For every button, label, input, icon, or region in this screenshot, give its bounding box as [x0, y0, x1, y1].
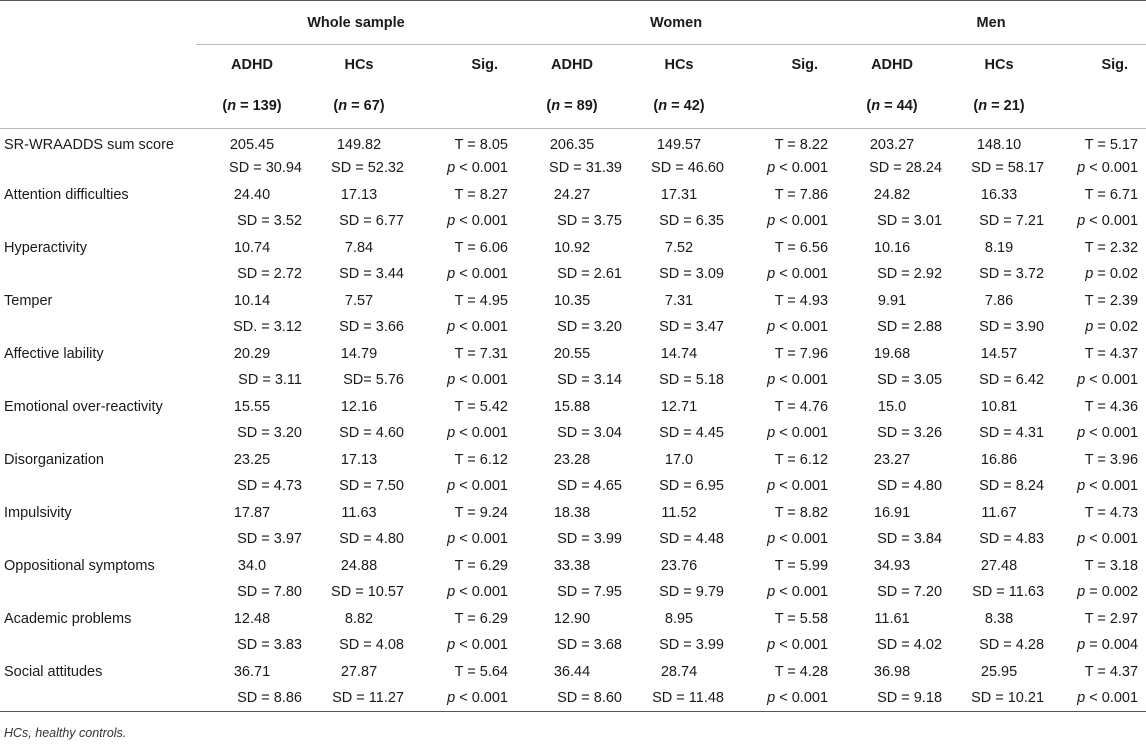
- test-statistic: T = 8.05: [454, 137, 508, 153]
- mean-value: 18.38: [553, 504, 591, 521]
- table-row: [0, 447, 1146, 474]
- table-row: [0, 500, 1146, 527]
- p-value: p = 0.002: [1077, 584, 1139, 601]
- test-statistic: T = 2.39: [1084, 292, 1139, 309]
- sd-value: SD = 4.08: [339, 637, 404, 654]
- sd-value: SD = 3.44: [339, 266, 404, 283]
- footnote: HCs, healthy controls.: [4, 726, 127, 740]
- p-value: p < 0.001: [767, 372, 829, 389]
- p-value: p < 0.001: [767, 531, 829, 548]
- test-statistic: T = 6.56: [774, 239, 829, 256]
- mean-value: 12.90: [553, 610, 591, 627]
- sd-value: SD. = 3.12: [233, 319, 302, 336]
- test-statistic: T = 7.96: [774, 345, 829, 362]
- p-value: p < 0.001: [1077, 478, 1139, 495]
- test-statistic: T = 3.96: [1084, 451, 1139, 468]
- table-row-sd: [0, 473, 1146, 500]
- sd-value: SD = 4.65: [557, 478, 622, 495]
- sd-value: SD = 6.95: [659, 478, 724, 495]
- sd-value: SD = 11.48: [628, 685, 730, 712]
- sd-value: SD = 46.60: [651, 160, 724, 177]
- table-row: [0, 553, 1146, 580]
- mean-value: 10.74: [233, 239, 271, 256]
- sd-value: SD = 3.26: [877, 425, 943, 442]
- mean-value: 7.86: [984, 292, 1014, 309]
- table-row-sd: [0, 208, 1146, 235]
- test-statistic: T = 4.73: [1084, 504, 1139, 521]
- row-label: SR-WRAADDS sum score: [4, 137, 174, 153]
- sd-value: SD = 3.97: [237, 531, 302, 548]
- test-statistic: T = 3.18: [1084, 557, 1139, 574]
- table-row: [0, 659, 1146, 686]
- mean-value: 16.86: [980, 451, 1018, 468]
- test-statistic: T = 4.37: [1084, 345, 1139, 362]
- mean-value: 8.95: [664, 610, 694, 627]
- sd-value: SD = 52.32: [331, 160, 404, 177]
- row-label: Emotional over-reactivity: [4, 398, 163, 415]
- p-value: p < 0.001: [447, 531, 508, 548]
- test-statistic: T = 5.64: [454, 663, 508, 680]
- mean-value: 7.52: [664, 239, 694, 256]
- sd-value: SD = 10.57: [331, 584, 404, 601]
- test-statistic: T = 9.24: [454, 504, 508, 521]
- mean-value: 7.84: [344, 239, 374, 256]
- test-statistic: T = 5.99: [774, 557, 829, 574]
- p-value: p < 0.001: [1050, 685, 1146, 712]
- mean-value: 28.74: [660, 663, 698, 680]
- sd-value: SD = 3.72: [979, 266, 1045, 283]
- n-label-men-hc: (n = 21): [948, 85, 1050, 129]
- sd-value: SD = 3.90: [979, 319, 1045, 336]
- sd-value: SD = 3.01: [877, 213, 943, 230]
- table-row: [0, 182, 1146, 209]
- test-statistic: T = 4.93: [774, 292, 829, 309]
- col-header-adhd: ADHD: [871, 56, 913, 73]
- p-value: p = 0.02: [1085, 319, 1139, 336]
- mean-value: 15.55: [233, 398, 271, 415]
- sd-value: SD = 2.61: [557, 266, 622, 283]
- test-statistic: T = 6.12: [454, 451, 508, 468]
- p-value: p < 0.001: [447, 478, 508, 495]
- mean-value: 24.88: [340, 557, 378, 574]
- corner-cell: [0, 1, 196, 45]
- sd-value: SD = 31.39: [549, 160, 622, 177]
- sd-value: SD = 4.45: [659, 425, 724, 442]
- test-statistic: T = 6.06: [454, 239, 508, 256]
- mean-value: 15.88: [553, 398, 591, 415]
- mean-value: 36.44: [553, 663, 591, 680]
- sd-value: SD = 11.27: [308, 685, 410, 712]
- sd-value: SD = 4.02: [877, 637, 943, 654]
- mean-value: 10.14: [233, 292, 271, 309]
- sd-value: SD = 11.63: [972, 584, 1045, 601]
- mean-value: 17.31: [660, 186, 698, 203]
- p-value: p < 0.001: [767, 213, 829, 230]
- table-row: [0, 606, 1146, 633]
- p-value: p < 0.001: [1077, 160, 1139, 177]
- col-header-sig: Sig.: [1101, 56, 1129, 73]
- mean-value: 24.27: [553, 186, 591, 203]
- table-row-sd: [0, 632, 1146, 659]
- col-header-adhd: ADHD: [231, 56, 273, 73]
- table-row-sd: [0, 155, 1146, 182]
- col-header-hcs: HCs: [344, 56, 374, 73]
- test-statistic: T = 4.76: [774, 398, 829, 415]
- sd-value: SD = 8.24: [979, 478, 1045, 495]
- sd-value: SD = 2.72: [237, 266, 302, 283]
- p-value: p < 0.001: [767, 637, 829, 654]
- row-label: Attention difficulties: [4, 186, 129, 203]
- sd-value: SD = 3.84: [877, 531, 943, 548]
- table-row: [0, 235, 1146, 262]
- sd-value: SD = 6.35: [659, 213, 724, 230]
- sd-value: SD = 2.92: [877, 266, 943, 283]
- sd-value: SD = 9.79: [659, 584, 724, 601]
- mean-value: 7.31: [664, 292, 694, 309]
- mean-value: 11.63: [341, 504, 377, 521]
- sd-value: SD = 3.09: [659, 266, 724, 283]
- n-label-men-adhd: (n = 44): [836, 85, 948, 129]
- mean-value: 36.98: [873, 663, 911, 680]
- mean-value: 17.0: [664, 451, 694, 468]
- test-statistic: T = 6.71: [1084, 186, 1139, 203]
- mean-value: 14.74: [660, 345, 698, 362]
- mean-value: 23.76: [660, 557, 698, 574]
- sd-value: SD = 3.52: [237, 213, 302, 230]
- test-statistic: T = 4.36: [1084, 398, 1139, 415]
- table-body: [0, 129, 1146, 712]
- test-statistic: T = 5.42: [454, 398, 508, 415]
- sd-value: SD = 3.47: [659, 319, 724, 336]
- p-value: p < 0.001: [730, 685, 836, 712]
- p-value: p < 0.001: [447, 584, 508, 601]
- group-header-women: Women: [516, 1, 836, 45]
- test-statistic: T = 6.29: [454, 557, 508, 574]
- mean-value: 148.10: [976, 137, 1022, 153]
- row-label: Oppositional symptoms: [4, 557, 155, 574]
- mean-value: 23.25: [233, 451, 271, 468]
- table-row-sd: [0, 685, 1146, 712]
- table-row-sd: [0, 579, 1146, 606]
- sd-value: SD = 7.95: [557, 584, 622, 601]
- sd-value: SD = 4.31: [979, 425, 1045, 442]
- sd-value: SD = 3.75: [557, 213, 622, 230]
- row-label: Impulsivity: [4, 504, 72, 521]
- table-row-sd: [0, 526, 1146, 553]
- test-statistic: T = 4.95: [454, 292, 508, 309]
- mean-value: 34.93: [873, 557, 911, 574]
- mean-value: 14.79: [340, 345, 378, 362]
- row-label: Academic problems: [4, 610, 132, 627]
- mean-value: 17.87: [233, 504, 271, 521]
- p-value: p < 0.001: [447, 637, 508, 654]
- mean-value: 11.67: [981, 504, 1017, 521]
- sd-value: SD = 58.17: [971, 160, 1045, 177]
- row-label: Affective lability: [4, 345, 104, 362]
- col-header-hcs: HCs: [664, 56, 694, 73]
- mean-value: 206.35: [549, 137, 595, 153]
- p-value: p < 0.001: [447, 160, 508, 177]
- mean-value: 24.82: [873, 186, 911, 203]
- test-statistic: T = 2.32: [1084, 239, 1139, 256]
- sd-value: SD = 3.66: [339, 319, 404, 336]
- p-value: p < 0.001: [767, 425, 829, 442]
- mean-value: 16.91: [873, 504, 911, 521]
- p-value: p < 0.001: [1077, 425, 1139, 442]
- mean-value: 12.48: [233, 610, 271, 627]
- sd-value: SD = 10.21: [948, 685, 1050, 712]
- mean-value: 8.38: [984, 610, 1014, 627]
- sd-value: SD = 4.48: [659, 531, 724, 548]
- mean-value: 27.48: [980, 557, 1018, 574]
- row-label: Temper: [4, 292, 53, 309]
- sd-value: SD = 4.80: [339, 531, 404, 548]
- mean-value: 10.35: [553, 292, 591, 309]
- sd-value: SD = 7.20: [877, 584, 943, 601]
- p-value: p < 0.001: [410, 685, 516, 712]
- p-value: p < 0.001: [767, 319, 829, 336]
- row-label: Social attitudes: [4, 663, 103, 680]
- p-value: p < 0.001: [447, 319, 508, 336]
- p-value: p < 0.001: [1077, 372, 1139, 389]
- sd-value: SD = 3.99: [659, 637, 724, 654]
- mean-value: 10.81: [980, 398, 1018, 415]
- sd-value: SD = 8.86: [196, 685, 308, 712]
- table-row: [0, 394, 1146, 421]
- p-value: p < 0.001: [767, 584, 829, 601]
- table-row-sd: [0, 420, 1146, 447]
- mean-value: 17.13: [340, 451, 378, 468]
- mean-value: 7.57: [344, 292, 374, 309]
- table-row: [0, 288, 1146, 315]
- sd-value: SD = 30.94: [229, 160, 302, 177]
- mean-value: 17.13: [340, 186, 378, 203]
- mean-value: 27.87: [340, 663, 378, 680]
- sd-value: SD = 3.83: [237, 637, 302, 654]
- test-statistic: T = 5.17: [1084, 137, 1139, 153]
- col-header-sig: Sig.: [791, 56, 819, 73]
- mean-value: 203.27: [869, 137, 915, 153]
- mean-value: 11.52: [661, 504, 697, 521]
- sd-value: SD = 4.28: [979, 637, 1045, 654]
- n-label-women-adhd: (n = 89): [516, 85, 628, 129]
- mean-value: 23.27: [873, 451, 911, 468]
- mean-value: 205.45: [229, 137, 275, 153]
- test-statistic: T = 2.97: [1084, 610, 1139, 627]
- mean-value: 33.38: [553, 557, 591, 574]
- table-row-sd: [0, 261, 1146, 288]
- row-label: Disorganization: [4, 451, 104, 468]
- p-value: p = 0.004: [1077, 637, 1139, 654]
- mean-value: 8.19: [984, 239, 1014, 256]
- n-label-whole-adhd: (n = 139): [196, 85, 308, 129]
- mean-value: 23.28: [553, 451, 591, 468]
- p-value: p < 0.001: [447, 266, 508, 283]
- mean-value: 16.33: [980, 186, 1018, 203]
- mean-value: 10.16: [873, 239, 911, 256]
- sd-value: SD = 4.83: [979, 531, 1045, 548]
- mean-value: 14.57: [980, 345, 1018, 362]
- mean-value: 24.40: [233, 186, 271, 203]
- mean-value: 34.0: [237, 557, 267, 574]
- sd-value: SD = 4.60: [339, 425, 404, 442]
- p-value: p = 0.02: [1085, 266, 1139, 283]
- sd-value: SD = 2.88: [877, 319, 943, 336]
- sd-value: SD= 5.76: [343, 372, 404, 389]
- p-value: p < 0.001: [447, 372, 508, 389]
- p-value: p < 0.001: [1077, 213, 1139, 230]
- p-value: p < 0.001: [447, 425, 508, 442]
- sd-value: SD = 3.11: [238, 372, 302, 389]
- sd-value: SD = 3.05: [877, 372, 943, 389]
- mean-value: 149.57: [656, 137, 702, 153]
- mean-value: 19.68: [873, 345, 911, 362]
- p-value: p < 0.001: [1077, 531, 1139, 548]
- test-statistic: T = 4.37: [1084, 663, 1139, 680]
- row-label: Hyperactivity: [4, 239, 87, 256]
- n-label-women-hc: (n = 42): [628, 85, 730, 129]
- mean-value: 149.82: [336, 137, 382, 153]
- sd-value: SD = 6.77: [339, 213, 404, 230]
- sd-value: SD = 3.20: [237, 425, 302, 442]
- sd-value: SD = 4.73: [237, 478, 302, 495]
- mean-value: 9.91: [877, 292, 907, 309]
- p-value: p < 0.001: [767, 266, 829, 283]
- test-statistic: T = 6.29: [454, 610, 508, 627]
- p-value: p < 0.001: [767, 160, 829, 177]
- sd-value: SD = 7.50: [339, 478, 404, 495]
- sd-value: SD = 28.24: [869, 160, 943, 177]
- group-header-whole: Whole sample: [196, 1, 516, 45]
- sd-value: SD = 8.60: [516, 685, 628, 712]
- group-header-men: Men: [836, 1, 1146, 45]
- p-value: p < 0.001: [767, 478, 829, 495]
- test-statistic: T = 6.12: [774, 451, 829, 468]
- sd-value: SD = 3.68: [557, 637, 622, 654]
- mean-value: 12.71: [660, 398, 698, 415]
- sd-value: SD = 6.42: [979, 372, 1045, 389]
- sd-value: SD = 5.18: [659, 372, 724, 389]
- p-value: p < 0.001: [447, 213, 508, 230]
- mean-value: 11.61: [874, 610, 910, 627]
- table-row: [0, 129, 1146, 156]
- test-statistic: T = 8.82: [774, 504, 829, 521]
- sd-value: SD = 7.80: [237, 584, 302, 601]
- sd-value: SD = 4.80: [877, 478, 943, 495]
- sd-value: SD = 3.20: [557, 319, 622, 336]
- sd-value: SD = 3.04: [557, 425, 622, 442]
- col-header-sig: Sig.: [471, 56, 498, 73]
- table-row: [0, 341, 1146, 368]
- col-header-adhd: ADHD: [551, 56, 593, 73]
- test-statistic: T = 7.31: [454, 345, 508, 362]
- sd-value: SD = 7.21: [979, 213, 1045, 230]
- mean-value: 36.71: [233, 663, 271, 680]
- sd-value: SD = 3.14: [557, 372, 622, 389]
- test-statistic: T = 5.58: [774, 610, 829, 627]
- mean-value: 20.55: [553, 345, 591, 362]
- mean-value: 20.29: [233, 345, 271, 362]
- mean-value: 10.92: [553, 239, 591, 256]
- sd-value: SD = 9.18: [836, 685, 948, 712]
- test-statistic: T = 8.22: [774, 137, 829, 153]
- table-row-sd: [0, 314, 1146, 341]
- test-statistic: T = 4.28: [774, 663, 829, 680]
- mean-value: 15.0: [877, 398, 907, 415]
- sd-value: SD = 3.99: [557, 531, 622, 548]
- test-statistic: T = 8.27: [454, 186, 508, 203]
- col-header-hcs: HCs: [984, 56, 1014, 73]
- table-row-sd: [0, 367, 1146, 394]
- mean-value: 12.16: [340, 398, 378, 415]
- test-statistic: T = 7.86: [774, 186, 829, 203]
- mean-value: 8.82: [344, 610, 374, 627]
- n-label-whole-hc: (n = 67): [308, 85, 410, 129]
- mean-value: 25.95: [980, 663, 1018, 680]
